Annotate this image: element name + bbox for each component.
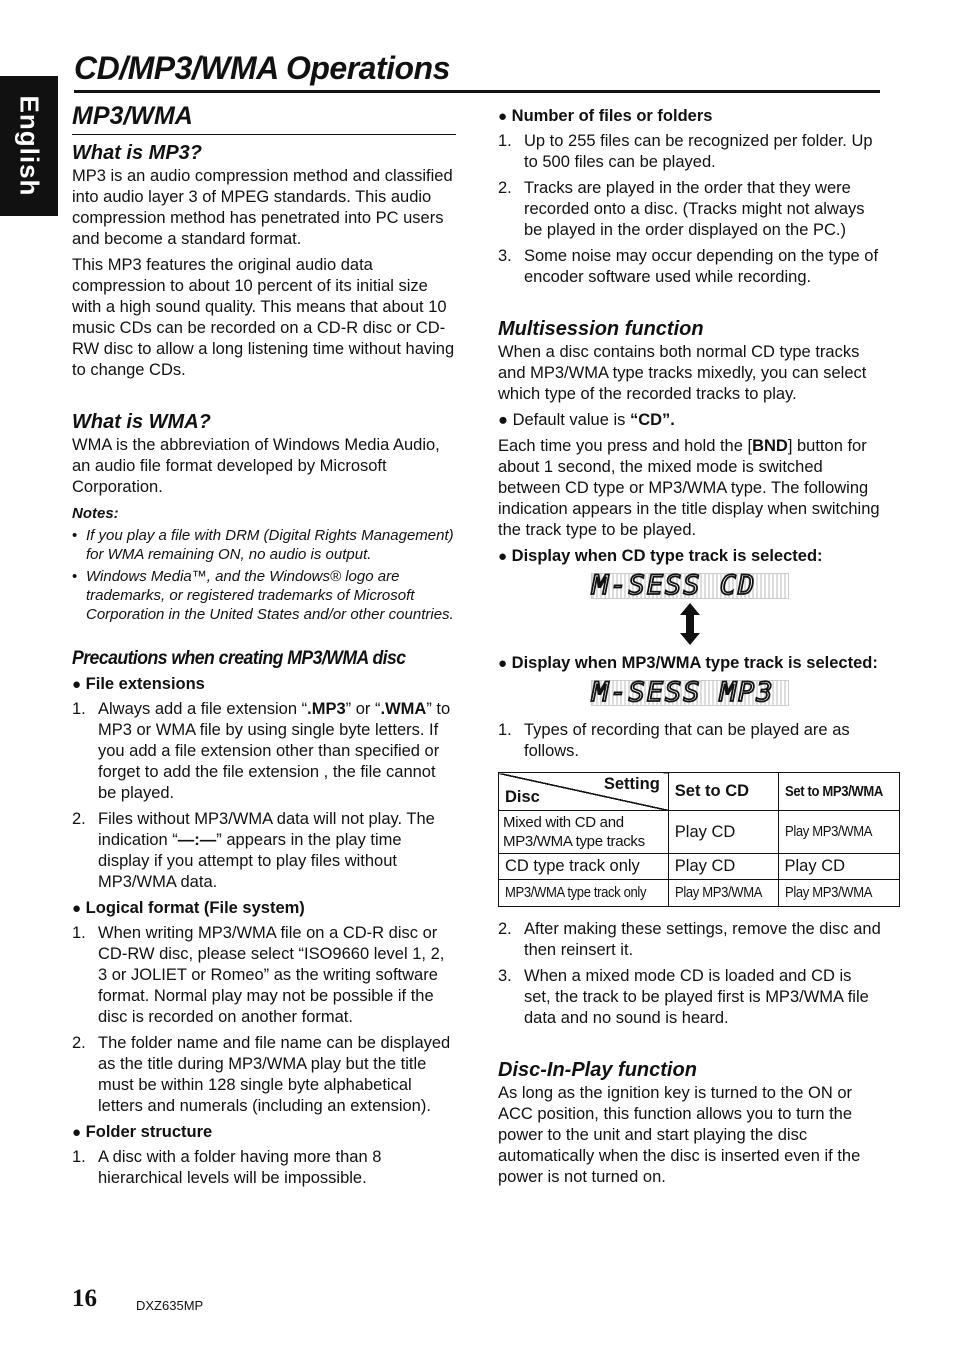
- list-item: 2. The folder name and file name can be displayed as the title during MP3/WMA play but the title must be within 128 single byte alphabetical letters and numerals (including an extension).: [72, 1034, 451, 1115]
- bnd-paragraph: Each time you press and hold the [BND] button for about 1 second, the mixed mode is switched between CD type or MP3/WMA type. The following indication appears in the title display when switching the track type to be played.: [498, 437, 880, 539]
- right-column: [498, 106, 882, 1193]
- wma-paragraph-1: WMA is the abbreviation of Windows Media Audio, an audio file format developed by Microsoft Corporation.: [72, 436, 440, 496]
- number-files-list: [498, 131, 882, 288]
- page-title: CD/MP3/WMA Operations: [74, 50, 450, 86]
- logical-format-head: ● Logical format (File system): [72, 899, 305, 917]
- disc-in-play-heading: Disc-In-Play function: [498, 1059, 697, 1081]
- number-files-head: ● Number of files or folders: [498, 107, 713, 125]
- precautions-heading: Precautions when creating MP3/WMA disc: [72, 648, 406, 669]
- table-header: Set to CD: [668, 773, 778, 811]
- display-cd-head: ● Display when CD type track is selected:: [498, 547, 823, 565]
- left-column: [72, 100, 456, 1194]
- notes-title: Notes:: [72, 505, 119, 522]
- double-arrow-icon: [498, 603, 882, 645]
- disc-in-play-paragraph: As long as the ignition key is turned to the ON or ACC position, this function allows you to turn the power to the unit and start playing the disc automatically when the disc is inserted even if the power is not turned on.: [498, 1084, 861, 1186]
- note-item: • Windows Media™, and the Windows® logo are trademarks, or registered trademarks of Microsoft Corporation in the United States and/or other countries.: [72, 568, 454, 623]
- table-row: Mixed with CD and MP3/WMA type tracks Play CD Play MP3/WMA: [499, 811, 900, 854]
- wma-heading: What is WMA?: [72, 411, 211, 433]
- list-item: 2. After making these settings, remove the disc and then reinsert it.: [498, 920, 881, 959]
- mp3-paragraph-2: This MP3 features the original audio data compression to about 10 percent of its initial size with a high sound quality. This means that about 10 music CDs can be recorded on a CD-R disc or CD-RW disc to allow a long listening time without having to change CDs.: [72, 256, 455, 379]
- list-item: 3. When a mixed mode CD is loaded and CD is set, the track to be played first is MP3/WMA file data and no sound is heard.: [498, 967, 869, 1027]
- title-rule: [74, 90, 880, 93]
- table-corner-cell: Setting Disc: [499, 773, 669, 811]
- model-number: DXZ635MP: [136, 1298, 204, 1313]
- list-item: 2. Tracks are played in the order that they were recorded onto a disc. (Tracks might not always be played in the order displayed on the PC.): [498, 179, 865, 239]
- folder-structure-list: [72, 1147, 456, 1189]
- list-item: 3. Some noise may occur depending on the type of encoder software used while recording.: [498, 247, 879, 286]
- list-item: 1. Types of recording that can be played are as follows.: [498, 721, 850, 760]
- mp3-paragraph-1: MP3 is an audio compression method and classified into audio layer 3 of MPEG standards. This audio compression method has penetrated into PC users and become a standard format.: [72, 167, 453, 248]
- note-item: • If you play a file with DRM (Digital Rights Management) for WMA remaining ON, no audio is output.: [72, 527, 454, 563]
- display-mp3-head: ● Display when MP3/WMA type track is selected:: [498, 654, 878, 672]
- list-item: 1. Up to 255 files can be recognized per folder. Up to 500 files can be played.: [498, 132, 873, 171]
- mp3-heading: What is MP3?: [72, 142, 203, 164]
- page-number: 16: [72, 1285, 97, 1312]
- language-tab: [0, 76, 58, 216]
- table-row: MP3/WMA type track only Play MP3/WMA Play MP3/WMA: [499, 880, 900, 907]
- types-list: [498, 720, 882, 762]
- multisession-paragraph: When a disc contains both normal CD type tracks and MP3/WMA type tracks mixedly, you can select which type of the recorded tracks to play.: [498, 343, 867, 403]
- playback-table: [498, 772, 900, 907]
- multisession-heading: Multisession function: [498, 318, 704, 340]
- list-item: 1. A disc with a folder having more than 8 hierarchical levels will be impossible.: [72, 1148, 382, 1187]
- lcd-display-mp3: [498, 677, 882, 708]
- lcd-display-cd: [498, 570, 882, 601]
- lcd-text-mp3: M-SESS MP3: [592, 677, 775, 708]
- default-value-line: ● Default value is “CD”.: [498, 411, 675, 429]
- lcd-text-cd: M-SESS CD: [592, 570, 757, 601]
- logical-format-list: [72, 923, 456, 1117]
- list-item: 1. Always add a file extension “.MP3” or “.WMA” to MP3 or WMA file by using single byte letters. If you add a file extension other than specified or forget to add the file extension , the file cannot be played.: [72, 700, 451, 802]
- language-tab-label: English: [14, 95, 45, 197]
- list-item: 1. When writing MP3/WMA file on a CD-R disc or CD-RW disc, please select “ISO9660 level 1, 2, 3 or JOLIET or Romeo” as the writing software format. Normal play may not be possible if the disc is recorded on another format.: [72, 924, 445, 1026]
- table-header: Set to MP3/WMA: [778, 773, 900, 811]
- file-extensions-head: ● File extensions: [72, 675, 205, 693]
- list-item: 2. Files without MP3/WMA data will not play. The indication “—:—” appears in the play time display if you attempt to play files without MP3/WMA data.: [72, 810, 435, 891]
- folder-structure-head: ● Folder structure: [72, 1123, 213, 1141]
- file-extensions-list: [72, 699, 456, 893]
- section-title: MP3/WMA: [72, 100, 456, 135]
- after-list: [498, 919, 882, 1029]
- table-row: CD type track only Play CD Play CD: [499, 854, 900, 880]
